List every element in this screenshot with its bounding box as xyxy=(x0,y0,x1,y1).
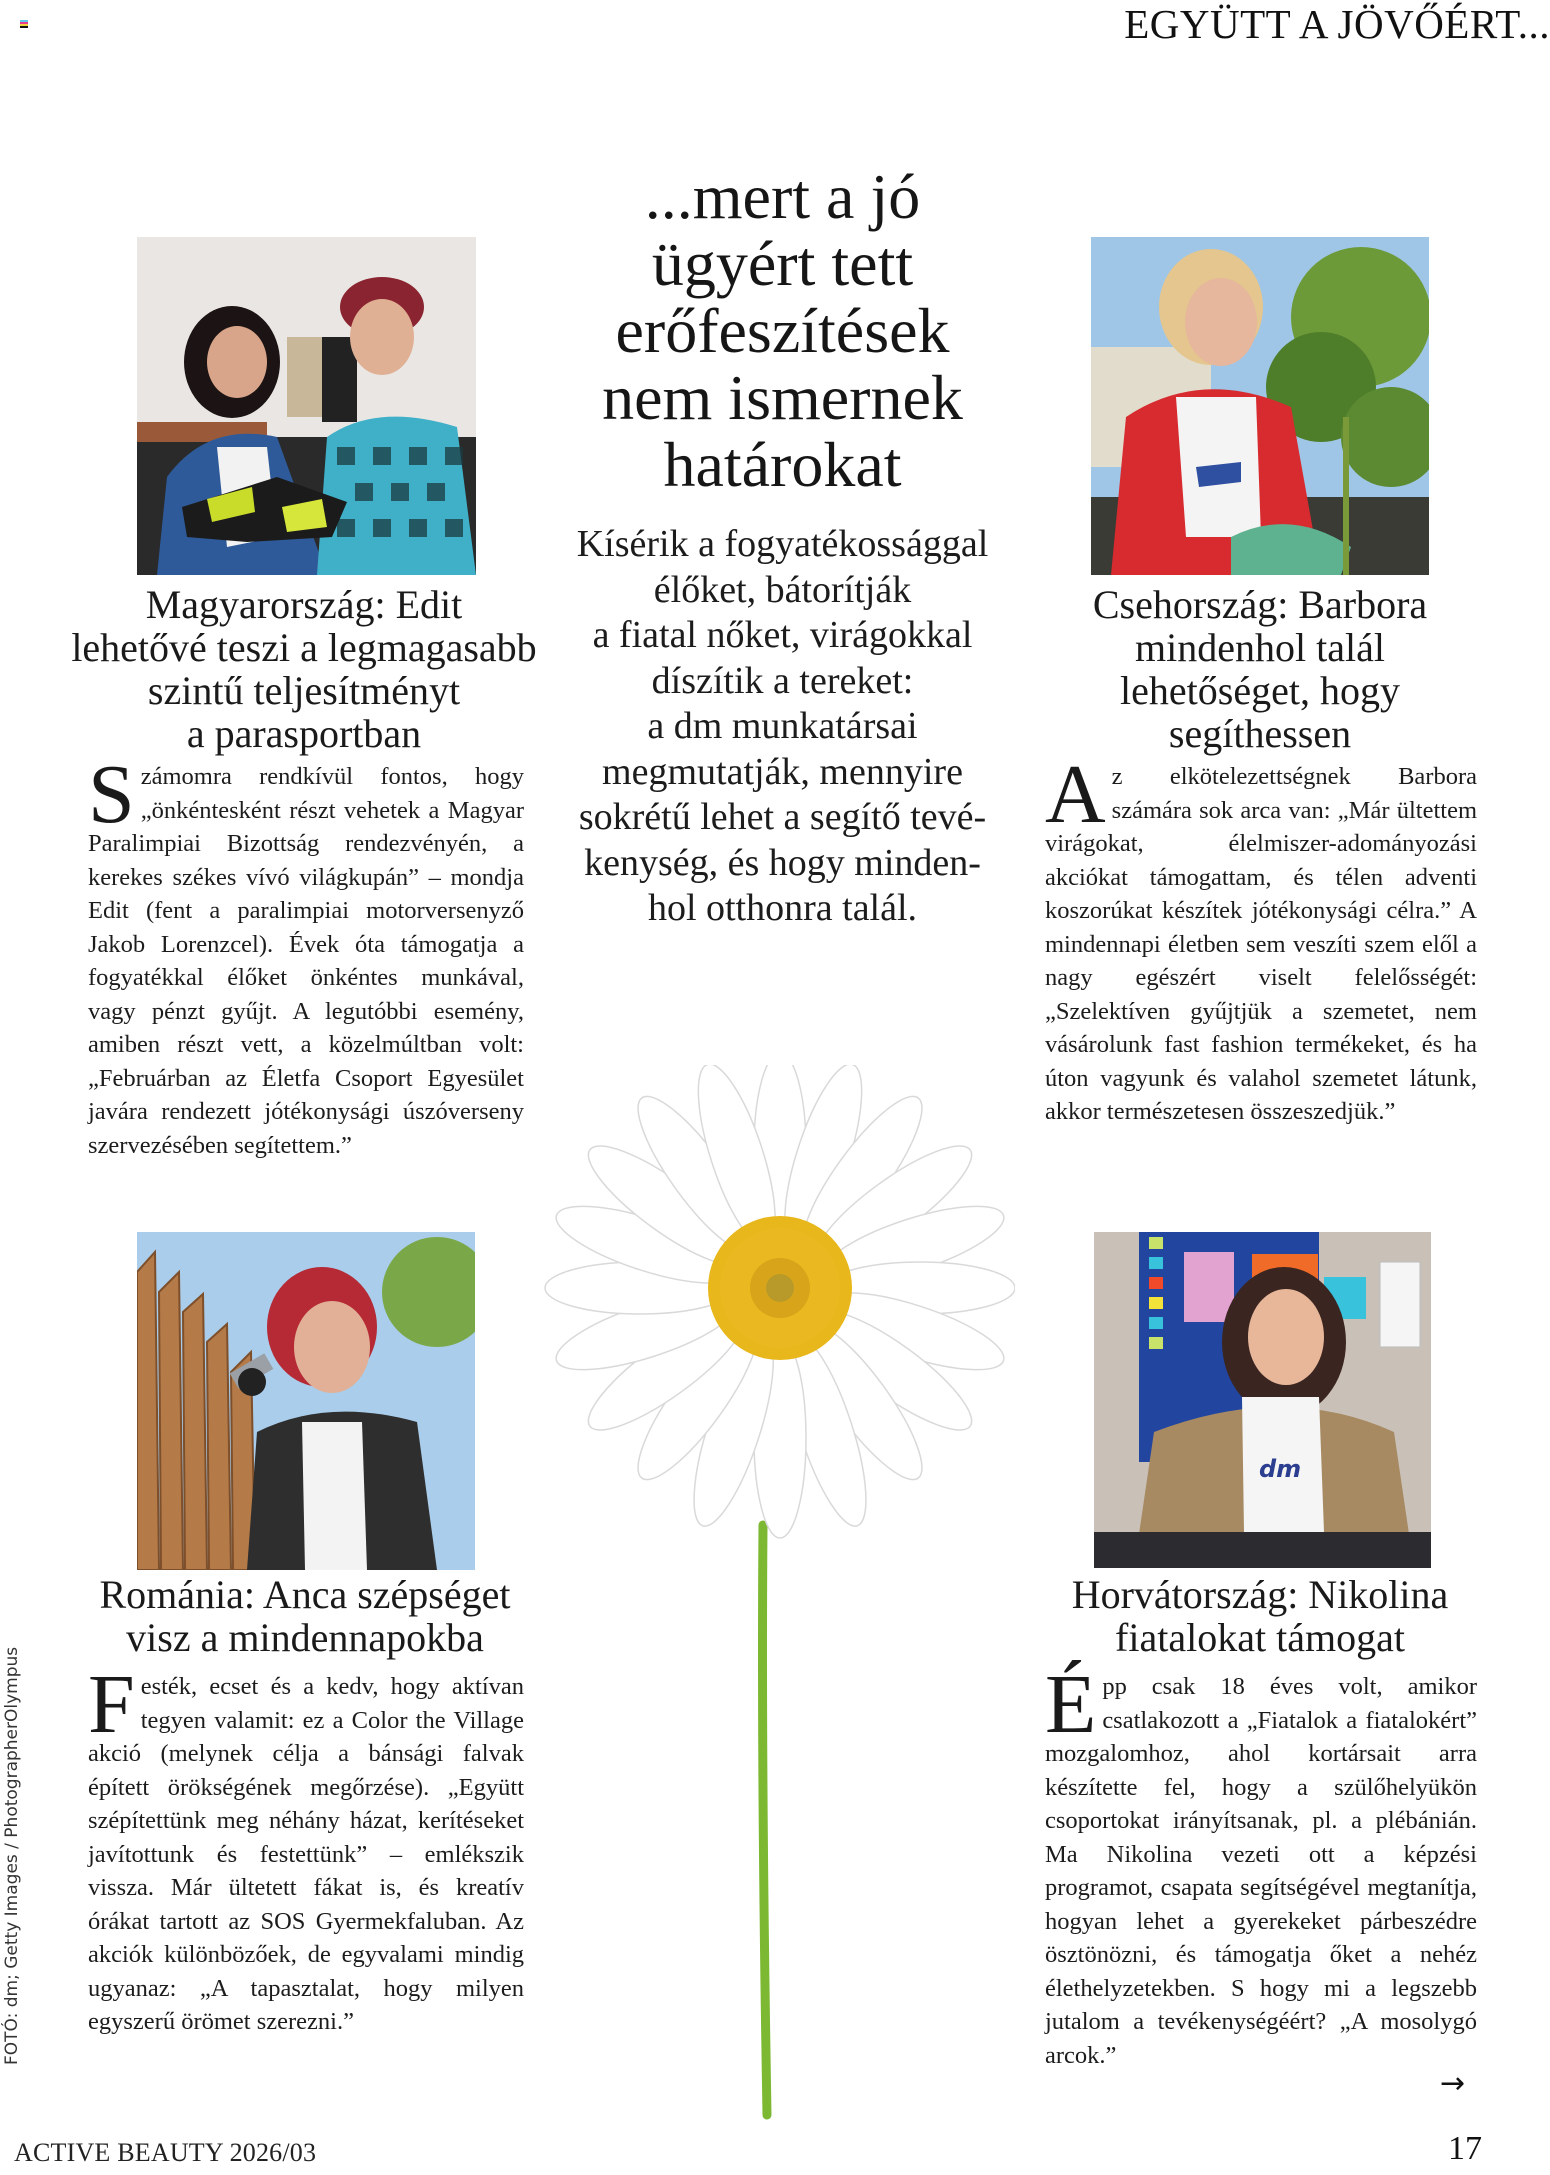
print-color-marks xyxy=(20,20,28,28)
page-number: 17 xyxy=(1448,2130,1482,2167)
next-page-arrow-icon[interactable]: → xyxy=(1440,2066,1466,2101)
drop-cap: S xyxy=(88,748,135,841)
story-body-magyarorszag: S zámomra rendkívül fontos, hogy „önkéntesként részt vehetek a Magyar Paralimpiai Bizottság rendezvényén, a kerekes székes vívó világkupán” – mondja Edit (fent a paralimpiai motorversenyző Jakob Lorenzcel). Évek óta támogatja a fogyatékkal élőket önkéntes munkával, vagy pénzt gyűjt. A legutóbbi esemény, amiben részt vett, a közelmúltban volt: „Februárban az Életfa Csoport Egyesület javára rendezett jótékonysági úszóverseny szervezésében segítettem.” xyxy=(88,748,524,1159)
magazine-issue: ACTIVE BEAUTY 2026/03 xyxy=(14,2138,317,2167)
print-mark-black xyxy=(20,26,28,28)
photo-anca xyxy=(137,1232,475,1570)
story-body-horvatorszag: É pp csak 18 éves volt, amikor csatlakozott a „Fiatalok a fiatalokért” mozgalomhoz, ahol kortársait arra készítette fel, hogy a szülőhelyükön csoportokat irányítsanak, pl. a plébánián. Ma Nikolina vezeti ott a képzési programot, csapata segítségével megtanítja, hogyan lehet a gyerekeket párbeszédre ösztönözni, és támogatja őket a nehéz élethelyzetekben. S hogy mi a legszebb jutalom a tevékenységéért? „A mosolygó arcok.” xyxy=(1045,1658,1477,2069)
drop-cap: É xyxy=(1045,1658,1097,1751)
story-headline-magyarorszag: Magyarország: Edit lehetővé teszi a legmagasabb szintű teljesítményt a parasportban xyxy=(71,582,537,756)
story-body-romania: F esték, ecset és a kedv, hogy aktívan tegyen valamit: ez a Color the Village akció (melynek célja a bánsági falvak épített örökségének megőrzése). „Együtt szépítettünk meg néhány házat, kerítéseket javítottunk és festettünk” – emlékszik vissza. Már ültetett fákat is, és kreatív órákat tartott az SOS Gyermekfaluban. Az akciók különbözőek, de egyvalami mindig ugyanaz: „A tapasztalat, hogy milyen egyszerű örömet szerezni.” xyxy=(88,1658,524,2035)
svg-text:dm: dm xyxy=(1259,1455,1302,1483)
photo-credit: FOTÓ: dm; Getty Images / PhotographerOlympus xyxy=(2,1646,22,2065)
section-title: EGYÜTT A JÖVŐÉRT... xyxy=(1124,1,1550,47)
drop-cap: A xyxy=(1045,748,1106,841)
story-headline-horvatorszag: Horvátország: Nikolina fiatalokat támogat xyxy=(1071,1572,1449,1660)
drop-cap: F xyxy=(88,1658,135,1751)
photo-barbora xyxy=(1091,237,1429,575)
main-title: ...mert a jó ügyért tett erőfeszítések nem ismernek határokat xyxy=(602,161,963,500)
story-body-csehorszag: A z elkötelezettségnek Barbora számára sok arca van: „Már ültettem virágokat, élelmiszer-adományozási akciókat támogattam, és télen adventi koszorúkat készítek jótékonysági célra.” A mindennapi életben sem veszíti szem elől a nagy egészért viselt felelősségét: „Szelektíven gyűjtjük a szemetet, nem vásárolunk fast fashion termékeket, és ha úton vagyunk és valahol szemetet látunk, akkor természetesen összeszedjük.” xyxy=(1045,748,1477,1125)
lead-paragraph: Kísérik a fogyatékossággal élőket, bátorítják a fiatal nőket, virágokkal díszítik a tereket: a dm munkatársai megmutatják, mennyire sokrétű lehet a segítő tevé- kenység, és hogy minden- hol otthonra talál. xyxy=(576,523,989,929)
story-headline-romania: Románia: Anca szépséget visz a mindennapokba xyxy=(99,1572,511,1660)
daisy-image xyxy=(535,1065,1015,2125)
photo-edit xyxy=(137,237,476,575)
story-headline-csehorszag: Csehország: Barbora mindenhol talál lehetőséget, hogy segíthessen xyxy=(1092,582,1428,756)
photo-nikolina xyxy=(1094,1232,1431,1568)
